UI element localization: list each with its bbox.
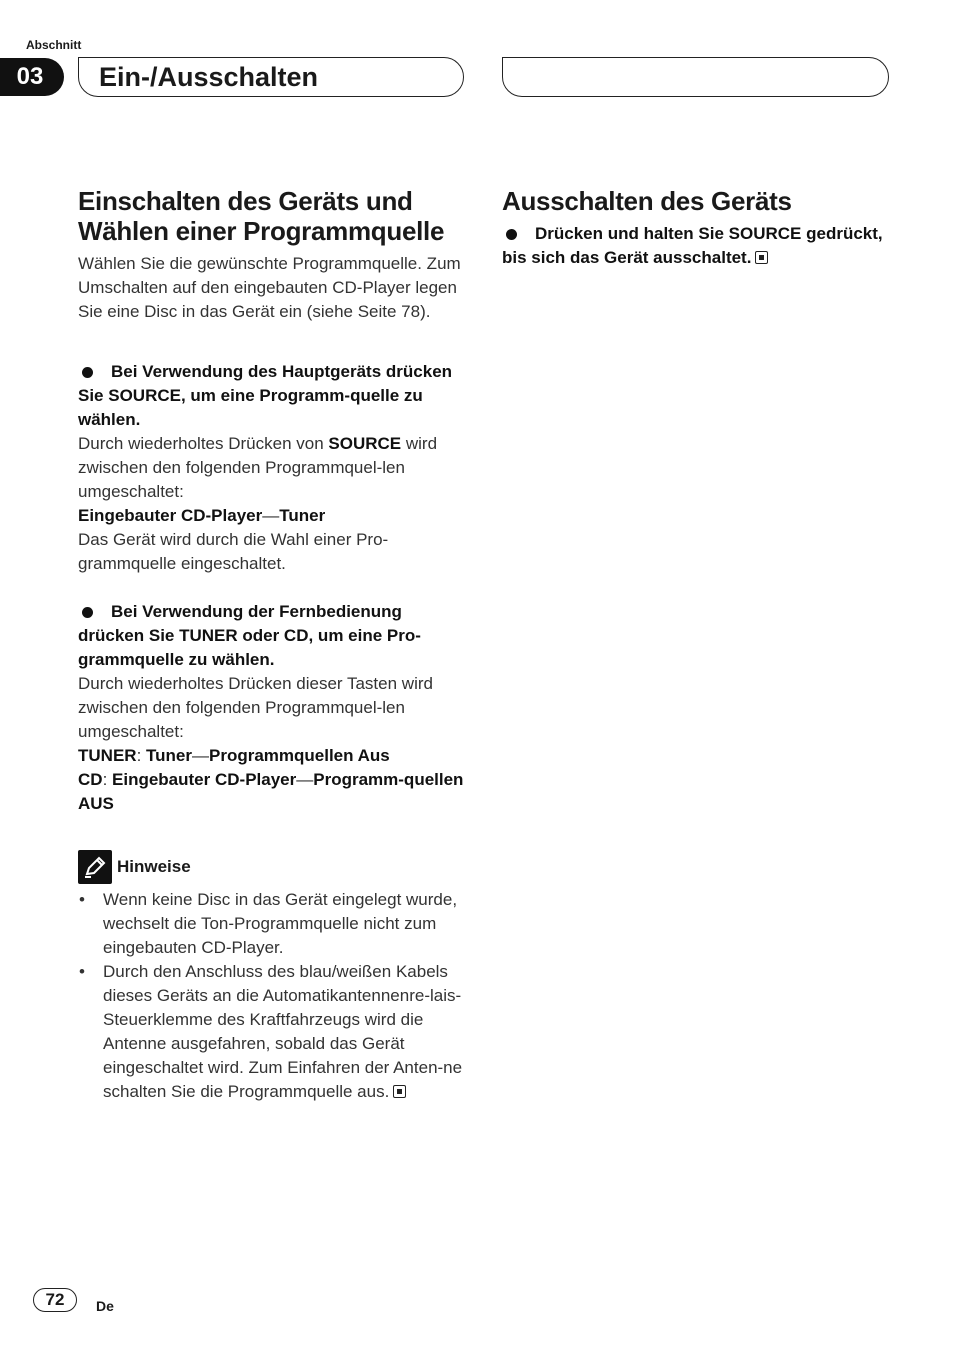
empty-header-pill: [502, 57, 889, 97]
notes-header: [78, 850, 466, 884]
bullet2-line2: CD: Eingebauter CD-Player—Programm-quellen AUS: [78, 770, 464, 813]
note-item: • Wenn keine Disc in das Gerät eingelegt wurde, wechselt die Ton-Programmquelle nicht zum eingebauten CD-Player.: [78, 888, 466, 960]
bullet1-after: Das Gerät wird durch die Wahl einer Pro-grammquelle eingeschaltet.: [78, 530, 389, 573]
bullet2-text: Durch wiederholtes Drücken dieser Tasten wird zwischen den folgenden Programmquel-len umgeschaltet:: [78, 674, 433, 741]
section-number-badge: 03: [0, 58, 64, 96]
notes-title: Hinweise: [117, 857, 191, 876]
intro-text: Wählen Sie die gewünschte Programmquelle. Zum Umschalten auf den eingebauten CD-Player legen Sie eine Disc in das Gerät ein (siehe Seite 78).: [78, 254, 461, 321]
bullet2-head: Bei Verwendung der Fernbedienung drücken Sie TUNER oder CD, um eine Pro-grammquelle zu wählen.: [78, 602, 421, 669]
left-column: [78, 186, 466, 1104]
section-label: Abschnitt: [26, 38, 82, 52]
bullet-dot-icon: [82, 367, 93, 378]
bullet-dot-icon: [82, 607, 93, 618]
bullet-dot-icon: [506, 229, 517, 240]
right-column: [502, 186, 890, 270]
notes-list: [78, 888, 466, 1104]
bullet1-text: Durch wiederholtes Drücken von SOURCE wird zwischen den folgenden Programmquel-len umgeschaltet:: [78, 434, 438, 501]
right-bullet: Drücken und halten Sie SOURCE gedrückt, bis sich das Gerät ausschaltet.: [502, 224, 883, 267]
left-heading: Einschalten des Geräts und Wählen einer Programmquelle: [78, 186, 445, 246]
note-item: • Durch den Anschluss des blau/weißen Kabels dieses Geräts an die Automatikantennenre-lais-Steuerklemme des Kraftfahrzeugs wird die Antenne ausgefahren, sobald das Gerät eingeschaltet wird. Zum Einfahren der Anten-ne schalten Sie die Programmquelle aus.: [78, 960, 466, 1104]
end-mark-icon: [755, 251, 768, 264]
bullet1-sequence: Eingebauter CD-Player—Tuner: [78, 506, 326, 525]
language-label: De: [96, 1298, 114, 1314]
section-title: Ein-/Ausschalten: [99, 61, 319, 92]
bullet2-line1: TUNER: Tuner—Programmquellen Aus: [78, 746, 390, 765]
page-number: 72: [33, 1288, 77, 1312]
bullet1-head: Bei Verwendung des Hauptgeräts drücken Sie SOURCE, um eine Programm-quelle zu wählen.: [78, 362, 453, 429]
pencil-note-icon: [78, 850, 112, 884]
section-title-pill: [78, 57, 464, 97]
right-heading: Ausschalten des Geräts: [502, 186, 792, 216]
end-mark-icon: [393, 1085, 406, 1098]
